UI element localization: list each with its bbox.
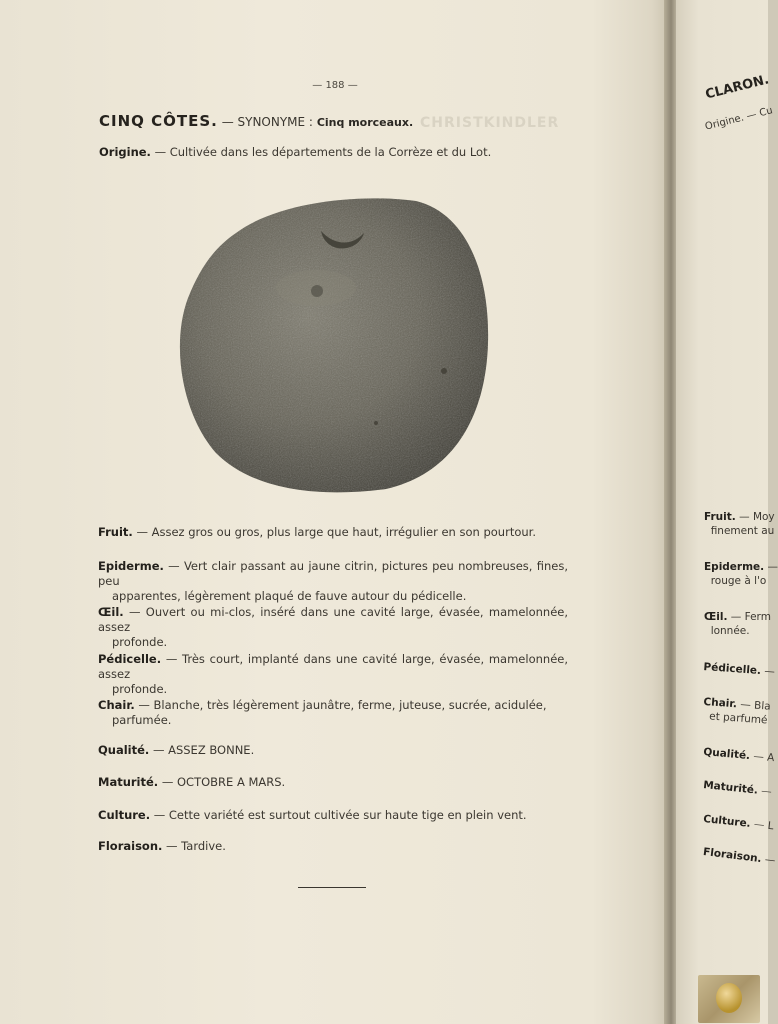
facing-item-label: Qualité. <box>702 745 751 763</box>
entry-text: — Tardive. <box>166 839 226 853</box>
entry-label: Epiderme. <box>98 559 164 573</box>
synonym-label: — SYNONYME : <box>221 115 313 129</box>
entry-text: — OCTOBRE A MARS. <box>161 775 286 789</box>
fruit-photograph <box>176 193 492 495</box>
facing-item <box>703 745 775 765</box>
facing-item-text-continued: finement au <box>710 525 775 537</box>
entry-qualite <box>98 743 568 758</box>
entry-pedicelle <box>98 652 568 697</box>
facing-item <box>703 812 775 833</box>
facing-item <box>702 845 776 868</box>
facing-item-label: Floraison. <box>702 845 763 866</box>
entry-text-continued: parfumée. <box>112 713 172 727</box>
entry-text-continued: apparentes, légèrement plaqué de fauve autour du pédicelle. <box>112 589 467 603</box>
facing-item-text: — <box>764 853 776 867</box>
facing-item-label: Œil. <box>704 611 728 623</box>
origin-line <box>99 145 491 159</box>
facing-item-text: — L <box>753 818 775 833</box>
facing-item-text: — Ferm <box>730 611 771 623</box>
fruit-logo-icon <box>716 983 742 1013</box>
variety-heading <box>99 112 413 130</box>
facing-item-text: — <box>767 561 778 573</box>
facing-item-text-continued: rouge à l'o <box>710 575 767 587</box>
facing-item <box>702 695 771 728</box>
entry-fruit <box>98 525 568 540</box>
facing-item <box>703 778 773 799</box>
entry-label: Culture. <box>98 808 151 822</box>
facing-item <box>703 660 775 679</box>
facing-origin: Origine. — Cu <box>704 105 774 133</box>
facing-item-label: Maturité. <box>702 778 759 797</box>
entry-text-continued: profonde. <box>112 682 168 696</box>
entry-text: — Ouvert ou mi-clos, inséré dans une cavité large, évasée, mamelonnée, assez <box>98 605 569 634</box>
entry-floraison <box>98 839 568 854</box>
origin-label: Origine. <box>99 145 151 159</box>
section-divider <box>298 887 366 888</box>
entry-label: Maturité. <box>98 775 159 789</box>
facing-page <box>676 0 778 1024</box>
facing-title: CLARON. <box>704 72 771 103</box>
entry-label: Fruit. <box>98 525 133 539</box>
entry-label: Chair. <box>98 698 135 712</box>
entry-oeil <box>98 605 568 650</box>
entry-text: — ASSEZ BONNE. <box>152 743 255 757</box>
facing-item-label: Pédicelle. <box>703 660 762 677</box>
facing-item-label: Chair. <box>703 695 738 711</box>
entry-label: Qualité. <box>98 743 150 757</box>
entry-label: Floraison. <box>98 839 163 853</box>
facing-item-label: Culture. <box>702 812 752 830</box>
facing-item <box>704 610 771 638</box>
facing-item <box>704 510 775 538</box>
facing-item-text: — A <box>752 750 775 765</box>
facing-item-label: Epiderme. <box>704 561 765 573</box>
entry-epiderme <box>98 559 568 604</box>
entry-text: — Très court, implanté dans une cavité large, évasée, mamelonnée, assez <box>98 652 569 681</box>
entry-culture <box>98 808 568 823</box>
entry-text: — Vert clair passant au jaune citrin, pictures peu nombreuses, fines, peu <box>98 559 568 588</box>
entry-text: — Cette variété est surtout cultivée sur haute tige en plein vent. <box>153 808 527 822</box>
entry-text-continued: profonde. <box>112 635 168 649</box>
facing-item-text: — <box>763 665 776 678</box>
facing-item <box>704 560 778 588</box>
watermark-logo <box>698 975 760 1023</box>
variety-title: CINQ CÔTES. <box>99 112 218 130</box>
entry-chair <box>98 698 568 728</box>
page-number: — 188 — <box>312 80 358 91</box>
facing-item-text-continued: lonnée. <box>710 625 750 637</box>
entry-label: Œil. <box>98 605 124 619</box>
bleed-through-text: CHRISTKINDLER <box>420 115 560 131</box>
origin-text: — Cultivée dans les départements de la Corrèze et du Lot. <box>154 145 492 159</box>
facing-item-text: — <box>760 785 773 799</box>
entry-maturite <box>98 775 568 790</box>
facing-item-text: — Moy <box>739 511 775 523</box>
entry-text: — Assez gros ou gros, plus large que haut, irrégulier en son pourtour. <box>136 525 536 539</box>
entry-text: — Blanche, très légèrement jaunâtre, ferme, juteuse, sucrée, acidulée, <box>138 698 547 712</box>
facing-item-text-continued: et parfumé <box>708 710 768 727</box>
entry-label: Pédicelle. <box>98 652 162 666</box>
facing-item-label: Fruit. <box>704 511 736 523</box>
facing-item-text: — Bla <box>739 698 772 713</box>
synonym-value: Cinq morceaux. <box>316 116 414 129</box>
